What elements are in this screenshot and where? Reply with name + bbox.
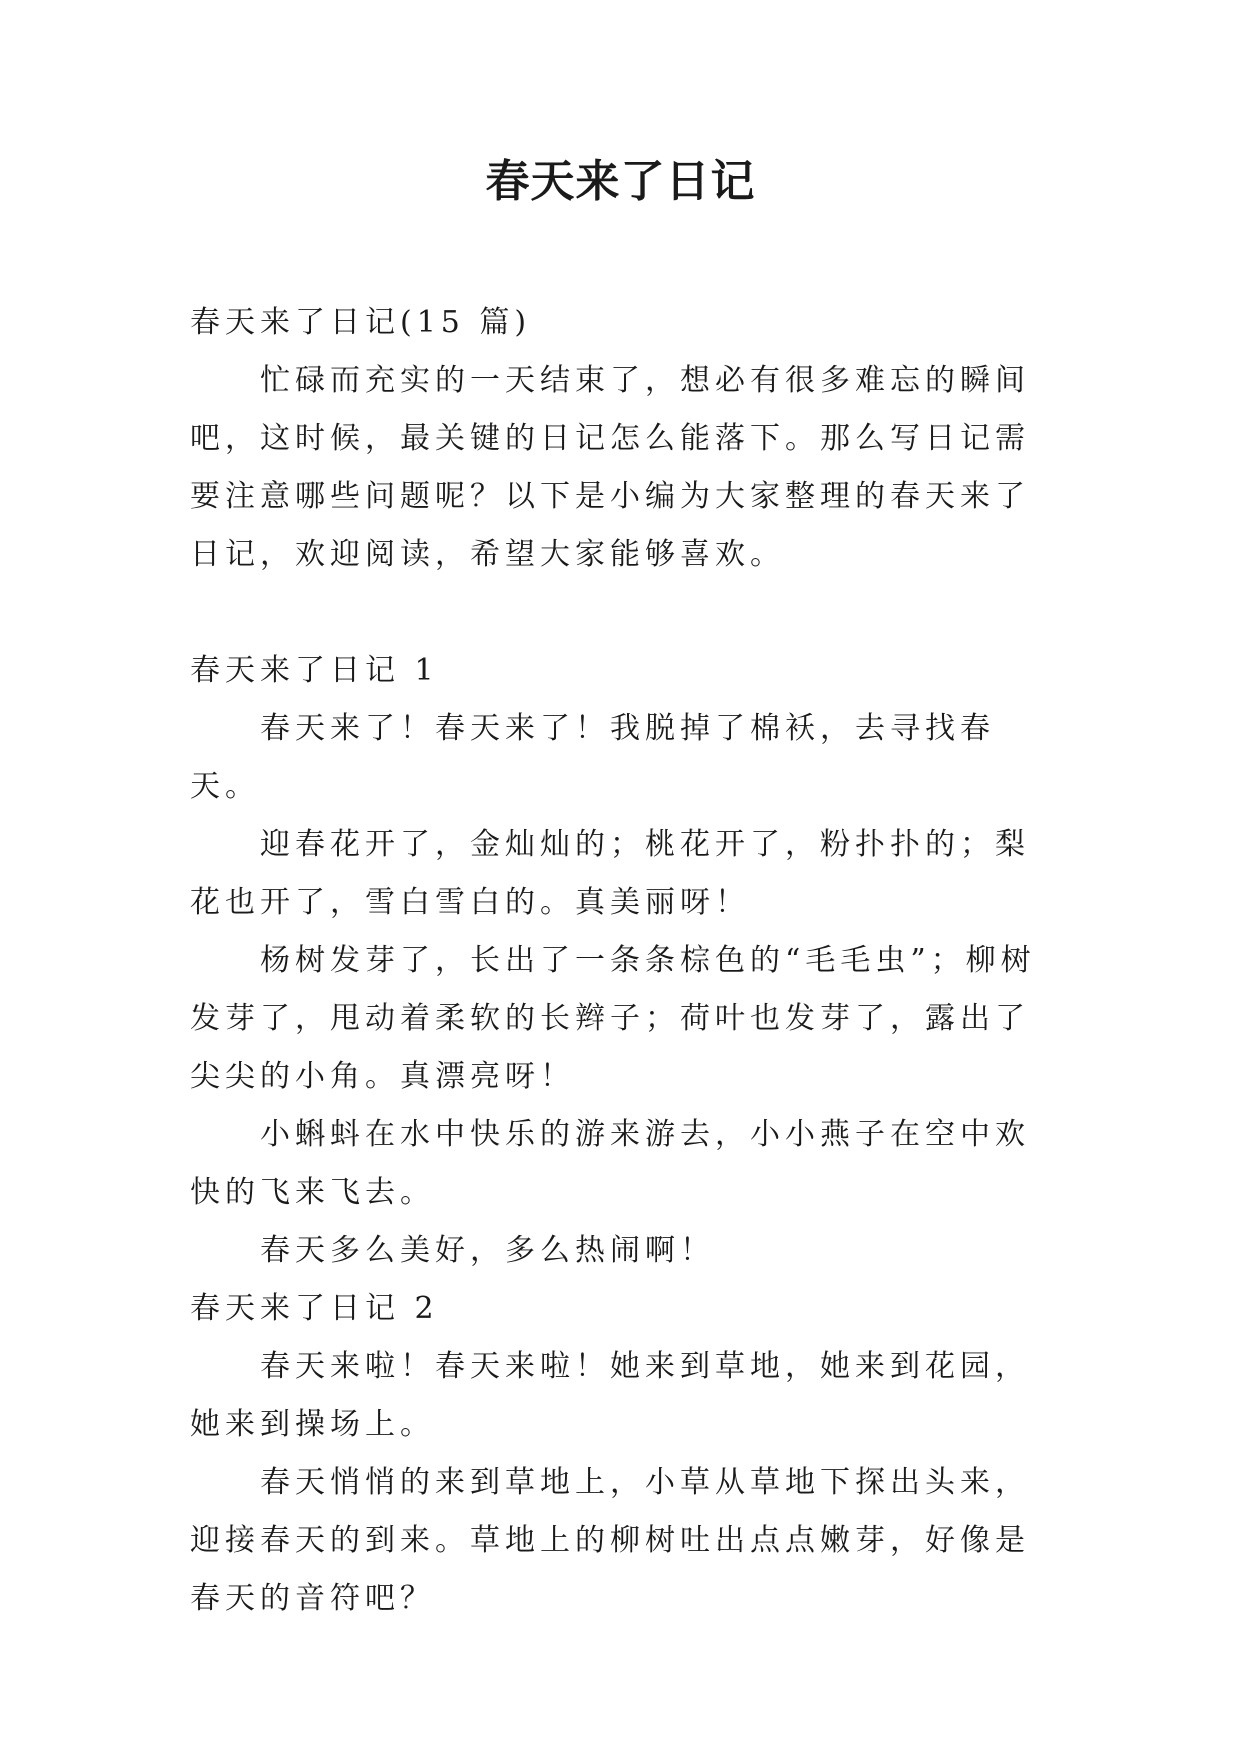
entry-2-heading: 春天来了日记 2 xyxy=(190,1291,439,1326)
entry-2-paragraph: 春天来啦！春天来啦！她来到草地，她来到花园，她来到操场上。 xyxy=(190,1349,1030,1442)
entry-1-heading: 春天来了日记 1 xyxy=(190,653,439,688)
entry-1-paragraph: 春天来了！春天来了！我脱掉了棉袄，去寻找春天。 xyxy=(190,711,995,804)
document-title: 春天来了日记 xyxy=(485,156,756,207)
entry-2-paragraph: 春天悄悄的来到草地上，小草从草地下探出头来，迎接春天的到来。草地上的柳树吐出点点嫩芽，好像是春天的音符吧？ xyxy=(190,1465,1030,1616)
entry-1-paragraph: 小蝌蚪在水中快乐的游来游去，小小燕子在空中欢快的飞来飞去。 xyxy=(190,1117,1030,1210)
intro-heading: 春天来了日记(15 篇) xyxy=(190,305,532,340)
entry-1-paragraph: 迎春花开了，金灿灿的；桃花开了，粉扑扑的；梨花也开了，雪白雪白的。真美丽呀！ xyxy=(190,827,1030,920)
entry-1-paragraph: 杨树发芽了，长出了一条条棕色的“毛毛虫”；柳树发芽了，甩动着柔软的长辫子；荷叶也发芽了，露出了尖尖的小角。真漂亮呀！ xyxy=(190,943,1036,1094)
entry-1-paragraph: 春天多么美好，多么热闹啊！ xyxy=(260,1233,715,1268)
document-body xyxy=(190,294,1052,1628)
section-spacer xyxy=(190,584,1052,642)
intro-paragraph: 忙碌而充实的一天结束了，想必有很多难忘的瞬间吧，这时候，最关键的日记怎么能落下。那么写日记需要注意哪些问题呢？以下是小编为大家整理的春天来了日记，欢迎阅读，希望大家能够喜欢。 xyxy=(190,363,1030,572)
